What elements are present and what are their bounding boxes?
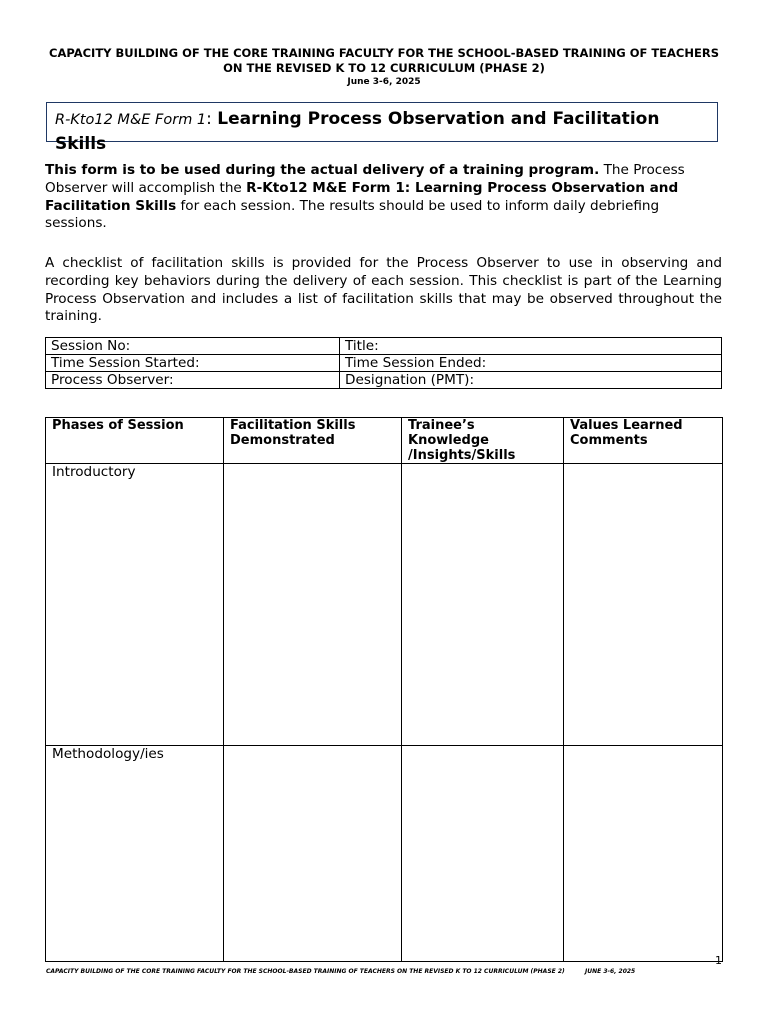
- form-title-box: [46, 102, 718, 154]
- observation-table: [45, 417, 723, 962]
- table-row: [46, 355, 722, 372]
- column-header-values-learned: Values Learned Comments: [564, 418, 723, 464]
- table-row: [46, 372, 722, 389]
- intro-text-b: for each session. The results should be used to inform daily debriefing sessions.: [45, 197, 660, 232]
- form-title-separator: :: [206, 109, 218, 129]
- column-header-phases: Phases of Session: [46, 418, 224, 464]
- title-field[interactable]: Title:: [340, 338, 722, 355]
- checklist-paragraph: A checklist of facilitation skills is provided for the Process Observer to use in observing and recording key behaviors during the delivery of each session. This checklist is part of the Learning Process Observation and includes a list of facilitation skills that may be observed throughout the training.: [45, 255, 722, 325]
- phase-methodology: Methodology/ies: [46, 746, 224, 962]
- designation-field[interactable]: Designation (PMT):: [340, 372, 722, 389]
- methodology-knowledge-cell[interactable]: [402, 746, 564, 962]
- page-number: 1: [715, 954, 722, 967]
- methodology-facilitation-cell[interactable]: [224, 746, 402, 962]
- document-header-date: June 3-6, 2025: [347, 77, 421, 87]
- column-header-facilitation-skills: Facilitation Skills Demonstrated: [224, 418, 402, 464]
- table-row: [46, 338, 722, 355]
- session-no-field[interactable]: Session No:: [46, 338, 340, 355]
- intro-bold-form: R-Kto12 M&E Form 1: Learning Process Observation and Facilitation Skills: [45, 179, 679, 214]
- document-header-title: CAPACITY BUILDING OF THE CORE TRAINING FACULTY FOR THE SCHOOL-BASED TRAINING OF TEACHERS ON THE REVISED K TO 12 CURRICULUM (PHASE 2): [49, 46, 719, 75]
- table-header-row: [46, 418, 723, 464]
- intro-text-a: The Process Observer will accomplish the: [45, 162, 685, 196]
- session-info-table: [45, 337, 722, 389]
- introductory-values-cell[interactable]: [564, 464, 723, 746]
- introductory-facilitation-cell[interactable]: [224, 464, 402, 746]
- phase-introductory: Introductory: [46, 464, 224, 746]
- introductory-knowledge-cell[interactable]: [402, 464, 564, 746]
- methodology-values-cell[interactable]: [564, 746, 723, 962]
- column-header-trainee-knowledge: Trainee’s Knowledge /Insights/Skills: [402, 418, 564, 464]
- intro-bold-lead: This form is to be used during the actual delivery of a training program.: [45, 162, 600, 178]
- form-name: Learning Process Observation and Facilitation Skills: [55, 109, 660, 154]
- table-row: [46, 746, 723, 962]
- table-row: [46, 464, 723, 746]
- form-code: R-Kto12 M&E Form 1: [55, 112, 207, 128]
- footer-text: CAPACITY BUILDING OF THE CORE TRAINING FACULTY FOR THE SCHOOL-BASED TRAINING OF TEACHERS ON THE REVISED K TO 12 CURRICULUM (PHASE 2): [46, 968, 565, 975]
- time-ended-field[interactable]: Time Session Ended:: [340, 355, 722, 372]
- time-started-field[interactable]: Time Session Started:: [46, 355, 340, 372]
- footer-date: JUNE 3-6, 2025: [585, 968, 636, 975]
- process-observer-field[interactable]: Process Observer:: [46, 372, 340, 389]
- intro-paragraph: [45, 162, 722, 233]
